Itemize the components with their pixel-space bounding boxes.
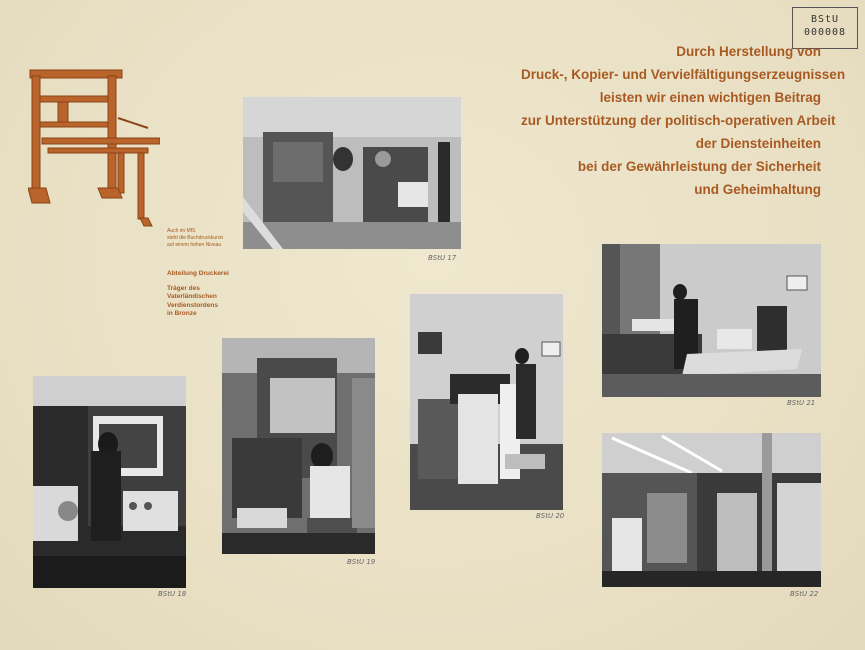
photo-number: BStU 20: [536, 512, 565, 520]
award-line: Träger des: [167, 284, 200, 292]
press-caption-line: steht die Buchdruckkunst: [167, 235, 223, 241]
stamp-line-2: 000008: [803, 27, 847, 38]
headline-line: der Diensteinheiten: [695, 136, 821, 151]
department-title: Abteilung Druckerei: [167, 270, 229, 277]
headline-line: bei der Gewährleistung der Sicherheit: [577, 159, 821, 174]
photo-number: BStU 17: [428, 254, 457, 262]
photo-printing-machine: [243, 97, 461, 249]
press-caption-line: auf einem hohen Niveau: [167, 242, 222, 248]
photo-number: BStU 19: [347, 558, 376, 566]
department-label: [167, 270, 229, 319]
headline-line: Durch Herstellung von: [676, 44, 821, 59]
headline-line: Druck-, Kopier- und Vervielfältigungserzeugnissen: [521, 67, 846, 82]
photo-machine-operator: [33, 376, 186, 588]
photo-number: BStU 18: [158, 590, 187, 598]
award-line: Vaterländischen: [167, 293, 217, 300]
award-line: in Bronze: [167, 310, 197, 317]
photo-offset-press: [410, 294, 563, 510]
press-caption-line: Auch im MfS: [167, 228, 196, 234]
photo-warehouse-shelves: [602, 433, 821, 587]
headline-line: leisten wir einen wichtigen Beitrag: [599, 90, 821, 105]
stamp-line-1: BStU: [810, 14, 840, 25]
photo-woman-at-press: [222, 338, 375, 554]
photo-number: BStU 21: [787, 399, 816, 407]
photo-number: BStU 22: [790, 590, 819, 598]
headline-line: und Geheimhaltung: [694, 182, 821, 197]
headline-text: [521, 40, 846, 201]
award-line: Verdienstordens: [167, 301, 218, 309]
printing-press-illustration: [28, 68, 160, 228]
photo-worker-at-table: [602, 244, 821, 397]
press-caption: [167, 228, 223, 249]
headline-line: zur Unterstützung der politisch-operativen Arbeit: [521, 113, 836, 128]
